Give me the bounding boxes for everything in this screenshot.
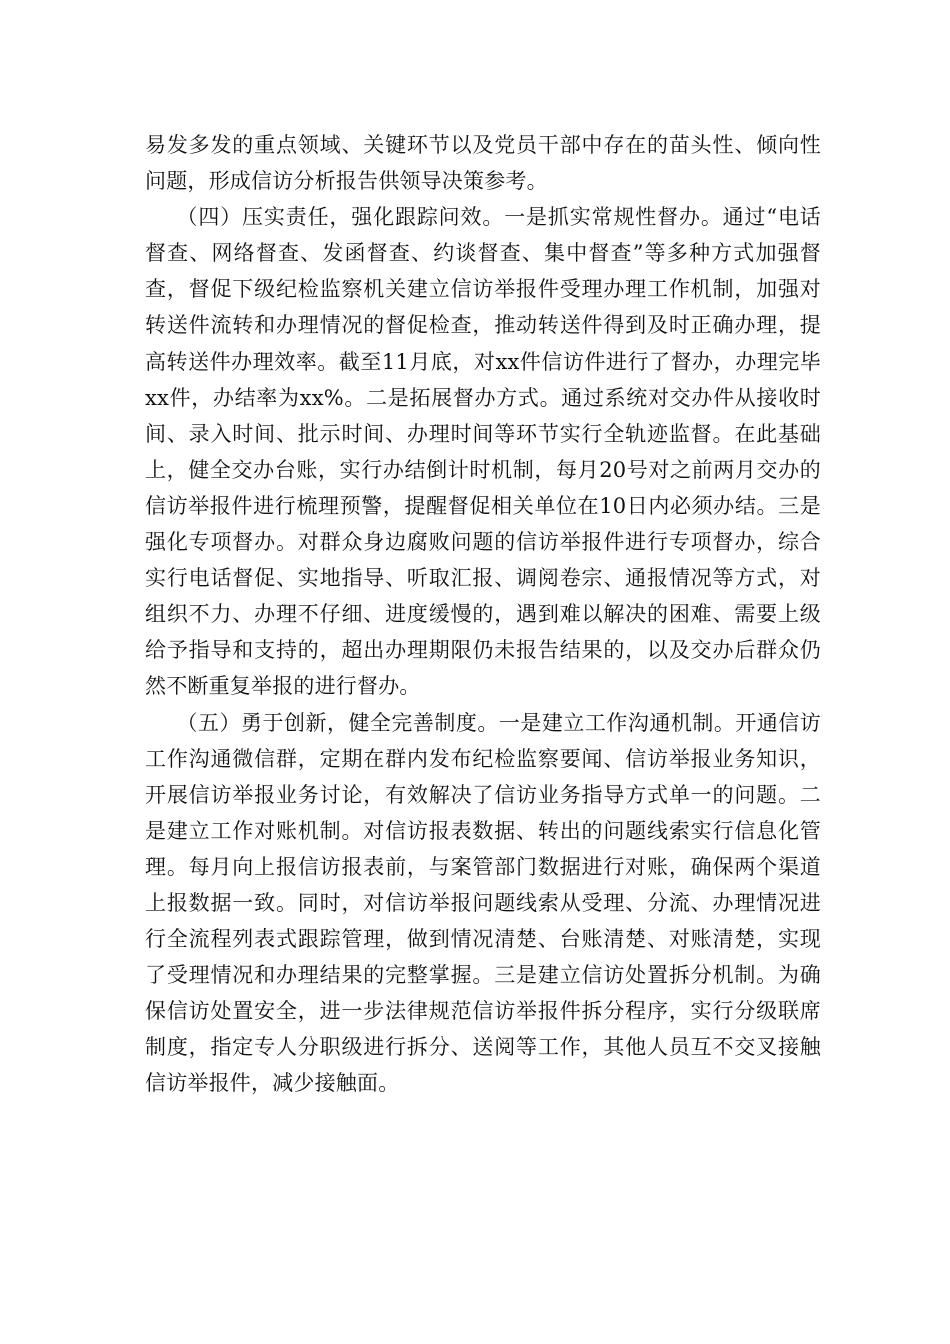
paragraph-section-four: （四）压实责任，强化跟踪问效。一是抓实常规性督办。通过“电话督查、网络督查、发函督查、约谈督查、集中督查”等多种方式加强督查，督促下级纪检监察机关建立信访举报件受理办理工作机制，加强对转送件流转和办理情况的督促检查，推动转送件得到及时正确办理，提高转送件办理效率。截至11月底，对xx件信访件进行了督办，办理完毕xx件，办结率为xx%。二是拓展督办方式。通过系统对交办件从接收时间、录入时间、批示时间、办理时间等环节实行全轨迹监督。在此基础上，健全交办台账，实行办结倒计时机制，每月20号对之前两月交办的信访举报件进行梳理预警，提醒督促相关单位在10日内必须办结。三是强化专项督办。对群众身边腐败问题的信访举报件进行专项督办，综合实行电话督促、实地指导、听取汇报、调阅卷宗、通报情况等方式，对组织不力、办理不仔细、进度缓慢的，遇到难以解决的困难、需要上级给予指导和支持的，超出办理期限仍未报告结果的，以及交办后群众仍然不断重复举报的进行督办。 <box>145 205 821 699</box>
paragraph-continuation: 易发多发的重点领域、关键环节以及党员干部中存在的苗头性、倾向性问题，形成信访分析报告供领导决策参考。 <box>145 133 821 194</box>
document-body <box>145 127 821 1102</box>
paragraph-section-five: （五）勇于创新，健全完善制度。一是建立工作沟通机制。开通信访工作沟通微信群，定期在群内发布纪检监察要闻、信访举报业务知识，开展信访举报业务讨论，有效解决了信访业务指导方式单一的问题。二是建立工作对账机制。对信访报表数据、转出的问题线索实行信息化管理。每月向上报信访报表前，与案管部门数据进行对账，确保两个渠道上报数据一致。同时，对信访举报问题线索从受理、分流、办理情况进行全流程列表式跟踪管理，做到情况清楚、台账清楚、对账清楚，实现了受理情况和办理结果的完整掌握。三是建立信访处置拆分机制。为确保信访处置安全，进一步法律规范信访举报件拆分程序，实行分级联席制度，指定专人分职级进行拆分、送阅等工作，其他人员互不交叉接触信访举报件，减少接触面。 <box>145 710 821 1096</box>
